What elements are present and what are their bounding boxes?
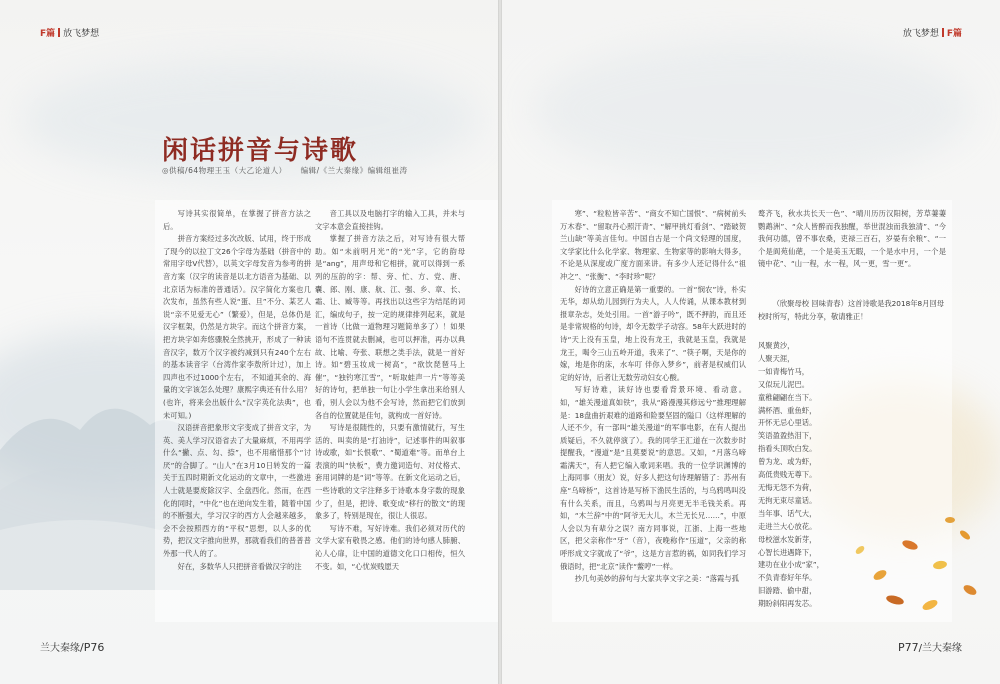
paragraph: 写好诗难，读好诗也要看背景环境、看动意。如，“雄关漫道真如铁”，我从“路漫漫其修远兮”推理理解是：18盘曲折艰难的道路和险要坚固的隘口（这样理解的人还不少，有一部叫“雄关漫道”的军事电影，在有人提出质疑后，不久就停演了）。我的同学王汇道在一次数步时提醒我，“漫道”是“且莫要说”的意思。又如，“月落乌啼霜满天”，有人把它编入歌词来唱。我的一位学识渊博的上海同事（朋友）说，好多人把这句诗理解错了：苏州有座“乌啼桥”，这首诗是写桥下渔民生活的，与乌鸦鸣叫没有什么关系，而且，乌鸦叫与月亮更无半毛钱关系。再如，“木兰辞”中的“阿爷无大儿，木兰无长兄……”，中原人会以为有辈分之误？南方同事说，江浙、上海一些地区，把父亲称作“牙”（音），夜晚称作“压道”，父亲的称呼形成文字就成了“爷”，这是方言惹的祸，如同我们学习俄语时，把“北京”读作“鳖哼”一样。 <box>560 385 746 571</box>
paragraph: 抄几句美妙的辞句与大家共享文字之美：“落霞与孤 <box>574 574 739 584</box>
left-footer <box>40 639 104 654</box>
poem-line: 当年事、话气大， <box>758 508 817 518</box>
footer-label: /兰大秦缘 <box>918 643 962 654</box>
poem-line: 笑语盈盈热泪下， <box>758 431 817 441</box>
header-tag: F篇 <box>40 29 56 39</box>
article-title: 闲话拼音与诗歌 <box>162 136 359 166</box>
poem-line: 人聚天涯， <box>758 353 795 363</box>
paragraph: 汉语拼音把象形文字变成了拼音文字，为英、美人学习汉语省去了大量麻烦，不用再学什么“撇、点、勾、捺”，也不用痛惜那个“讨厌”的合脚了。“山人”在3月10日转发的一篇关于五四时期新文化运动的文章中，一些激进人士就是要废除汉字、全盘西化。然而，在西化的同时，“中化”也在逆向发生着，随着中国的不断强大，学习汉字的西方人会越来越多，会不会按照西方的“平权”思想，以人多的优势，把汉文字推向世界，那就看我们的普普普外那一代人的了。 <box>163 423 311 559</box>
right-footer <box>898 639 962 654</box>
paragraph: 音工具以及电脑打字的输入工具，并未与文字本意会直接挂钩。 <box>315 209 465 231</box>
header-divider <box>58 28 60 37</box>
left-running-header <box>40 26 99 39</box>
poem-line: 心智长进遇降下， <box>758 547 817 557</box>
poem-line: 高低贵贱无尊下。 <box>758 470 817 480</box>
text-column-4 <box>758 208 946 271</box>
paragraph: 写诗是很随性的，只要有激情就行，写生活的、叫卖的是“打油诗”，记述事件的叫叙事诗或歌，如“长恨歌”、“蜀道难”等。而单台上表演的叫“快板”，费力邀词造句、对仗格式、套用词牌的是“词”等等。在新文化运动之后，一些诗歌的文字注释多于诗歌本身字数的现象少了，但是，把诗、歌变成“移行的散文”的现象多了，特别是现在，很让人很忍。 <box>315 423 465 521</box>
poem-line: 走进兰大心放花。 <box>758 521 817 531</box>
poem-line: 又似玩儿泥巴。 <box>758 379 810 389</box>
text-column-1 <box>163 208 311 573</box>
paragraph: 寒”、“粒粒皆辛苦”、“商女不知亡国恨”、“病树前头万木春”、“留取丹心照汗青”、“解甲挑灯看剑”、“踏破贺兰山缺”等美言佳句。中国自古是一个尚文轻理的国度，文学家比什么化学家、物理家、生物家等的影响大得多，不论是从深度或广度方面来讲。有多少人还记得什么“祖冲之”、“张衡”、“李时珍”呢？ <box>560 209 746 281</box>
header-section: 放飞梦想 <box>902 29 939 39</box>
paragraph: （欣聚母校 回味青春）这首诗歌是我2018年8月回母校时所写，特此分享，敬请雅正！ <box>758 299 945 321</box>
poem-line: 不负青春好年华。 <box>758 573 817 583</box>
right-running-header <box>903 26 962 39</box>
page-number: P77 <box>897 641 919 654</box>
paragraph: 写诗其实很简单，在掌握了拼音方法之后。 <box>163 209 311 231</box>
poem-note <box>758 298 946 323</box>
paragraph: 鹜齐飞，秋水共长天一色”、“晴川历历汉阳树，芳草萋萋鹦鹉洲”、“众人皆醉而我独醒，举世混浊而我独清”、“今我何功德，曾不事农桑，吏禄三百石，岁晏有余粮”、“一个是阆苑仙葩，一个是美玉无暇，一个是水中月，一个是镜中花”、“山一程，水一程，风一更，雪一更”。 <box>758 209 946 269</box>
watercolor-wash <box>532 40 972 180</box>
poem-line: 旧游踏、偷中甜， <box>758 586 817 596</box>
poem <box>758 340 824 611</box>
poem-line: 无悔无怨不为荷， <box>758 482 817 492</box>
poem-line: 建功在业小成“家”， <box>758 560 824 570</box>
autumn-leaves-illustration <box>840 505 1000 625</box>
paragraph: 写诗不难，写好诗难。我们必须对历代的文学大家有敬畏之感。他们的诗句感人肺腑、沁人心扉，让中国的道德文化口口相传，恒久不变。如，“心忧炭贱愿天 <box>315 523 465 571</box>
poem-line: 童稚翩翩在当下。 <box>758 392 817 402</box>
text-column-2 <box>315 208 465 573</box>
left-page <box>0 0 498 684</box>
page-number: /P76 <box>80 641 105 654</box>
paragraph: 好诗的立意正确是第一重要的。一首“悯农”诗，朴实无华，却从幼儿园到行为夫人，人人传诵，从课本教材到报章杂志，处处引用。一首“游子吟”，既不押韵，而且还是非常规格的句诗，却令无数学子动容。58年大跃进时的诗“天上没有玉皇，地上没有龙王，我就是玉皇，我就是龙王，喝令三山五岭开道，我来了”、“筷子啊，天是你的嫁，地是你的床，水车叮 伴你入梦乡”，前者是权威们认定的好诗，后者让无数劳动妇女心酸。 <box>560 284 746 382</box>
byline <box>162 165 422 176</box>
poem-line: 无拘无束尽童话。 <box>758 495 817 505</box>
editor-credit: 编辑/《兰大秦缘》编辑组崔涛 <box>300 166 408 175</box>
paragraph: 掌握了拼音方法之后，对写诗有很大帮助。如“未前明月光”的“光”字，它的韵母是“ang”，用声母和它相拼，就可以得到一系列的压韵的字：帮、旁、忙、方、党、唐、囊、郎、刚、康、航、江、强、乡、章、长、霜、让、臧等等。再找出以这些字为结尾的词汇，编成句子，按一定的规律排列起来，就是一首诗（比做一道物理习题简单多了）！如果语句不连贯就去删减，也可以押准，再办以典故、比喻、夸张、联想之类手法，就是一首好诗。如“碧玉妆成一树高”，“欲饮琵琶马上催”，“独钓寒江雪”，“听取蛙声一片”等等美好的诗句，把单独一句让小学生拿出来给别人看，别人会以为他不会写诗，然而把它们放到各自的位置就是佳句，就构成一首好诗。 <box>315 234 465 420</box>
poem-line: 一如青梅竹马， <box>758 366 810 376</box>
footer-label: 兰大秦缘 <box>40 643 80 654</box>
poem-line: 开怀无忌心里话。 <box>758 418 817 428</box>
paragraph: 好在，多数华人只把拼音看做汉字的注 <box>177 561 302 571</box>
poem-line: 满杯酒、重鱼虾， <box>758 405 817 415</box>
text-column-3 <box>560 208 746 586</box>
paragraph: 拼音方案经过多次改版、试用，终于形成了现今的以拉丁文26个字母为基础（拼音中的 常用字母V代替），以英文字母发音为参考的拼音方案（汉字的读音是以北方语音为基础、以北京话为标准的普通话）。汉字简化方案也几次发布，虽然有些人说“蛋、旦”不分、某艺人说“亲不见爱无心”（繁爱），但是，总体仍是汉字框架，仍然是方块字。而这个拼音方案，把方块字如奔悠骤脱全然挑开，形成了一种读音汉字，数万个汉字被约减到只有240个左右的基本读音字（台湾作家李敖所计过），加上四声也不过1000个左右， 不知道其余的、海量的文字该怎么处理？康熙字典还有什么用？(也许，将来会出版什么“汉字英化法典”，也未可知。) <box>163 234 311 420</box>
right-page <box>502 0 1000 684</box>
poem-line: 期盼斜阳再发芯。 <box>758 599 817 609</box>
author-credit: ◎供稿/64物理王玉（大乙论道人） <box>162 166 287 175</box>
poem-line: 指看头顶吹白发。 <box>758 444 817 454</box>
header-tag: F篇 <box>946 29 962 39</box>
poem-line: 风聚黄沙， <box>758 341 795 350</box>
poem-line: 曾为龙、或为虾， <box>758 457 817 467</box>
poem-line: 母校滋水发新芽， <box>758 534 817 544</box>
header-divider <box>942 28 944 37</box>
header-section: 放飞梦想 <box>63 29 100 39</box>
